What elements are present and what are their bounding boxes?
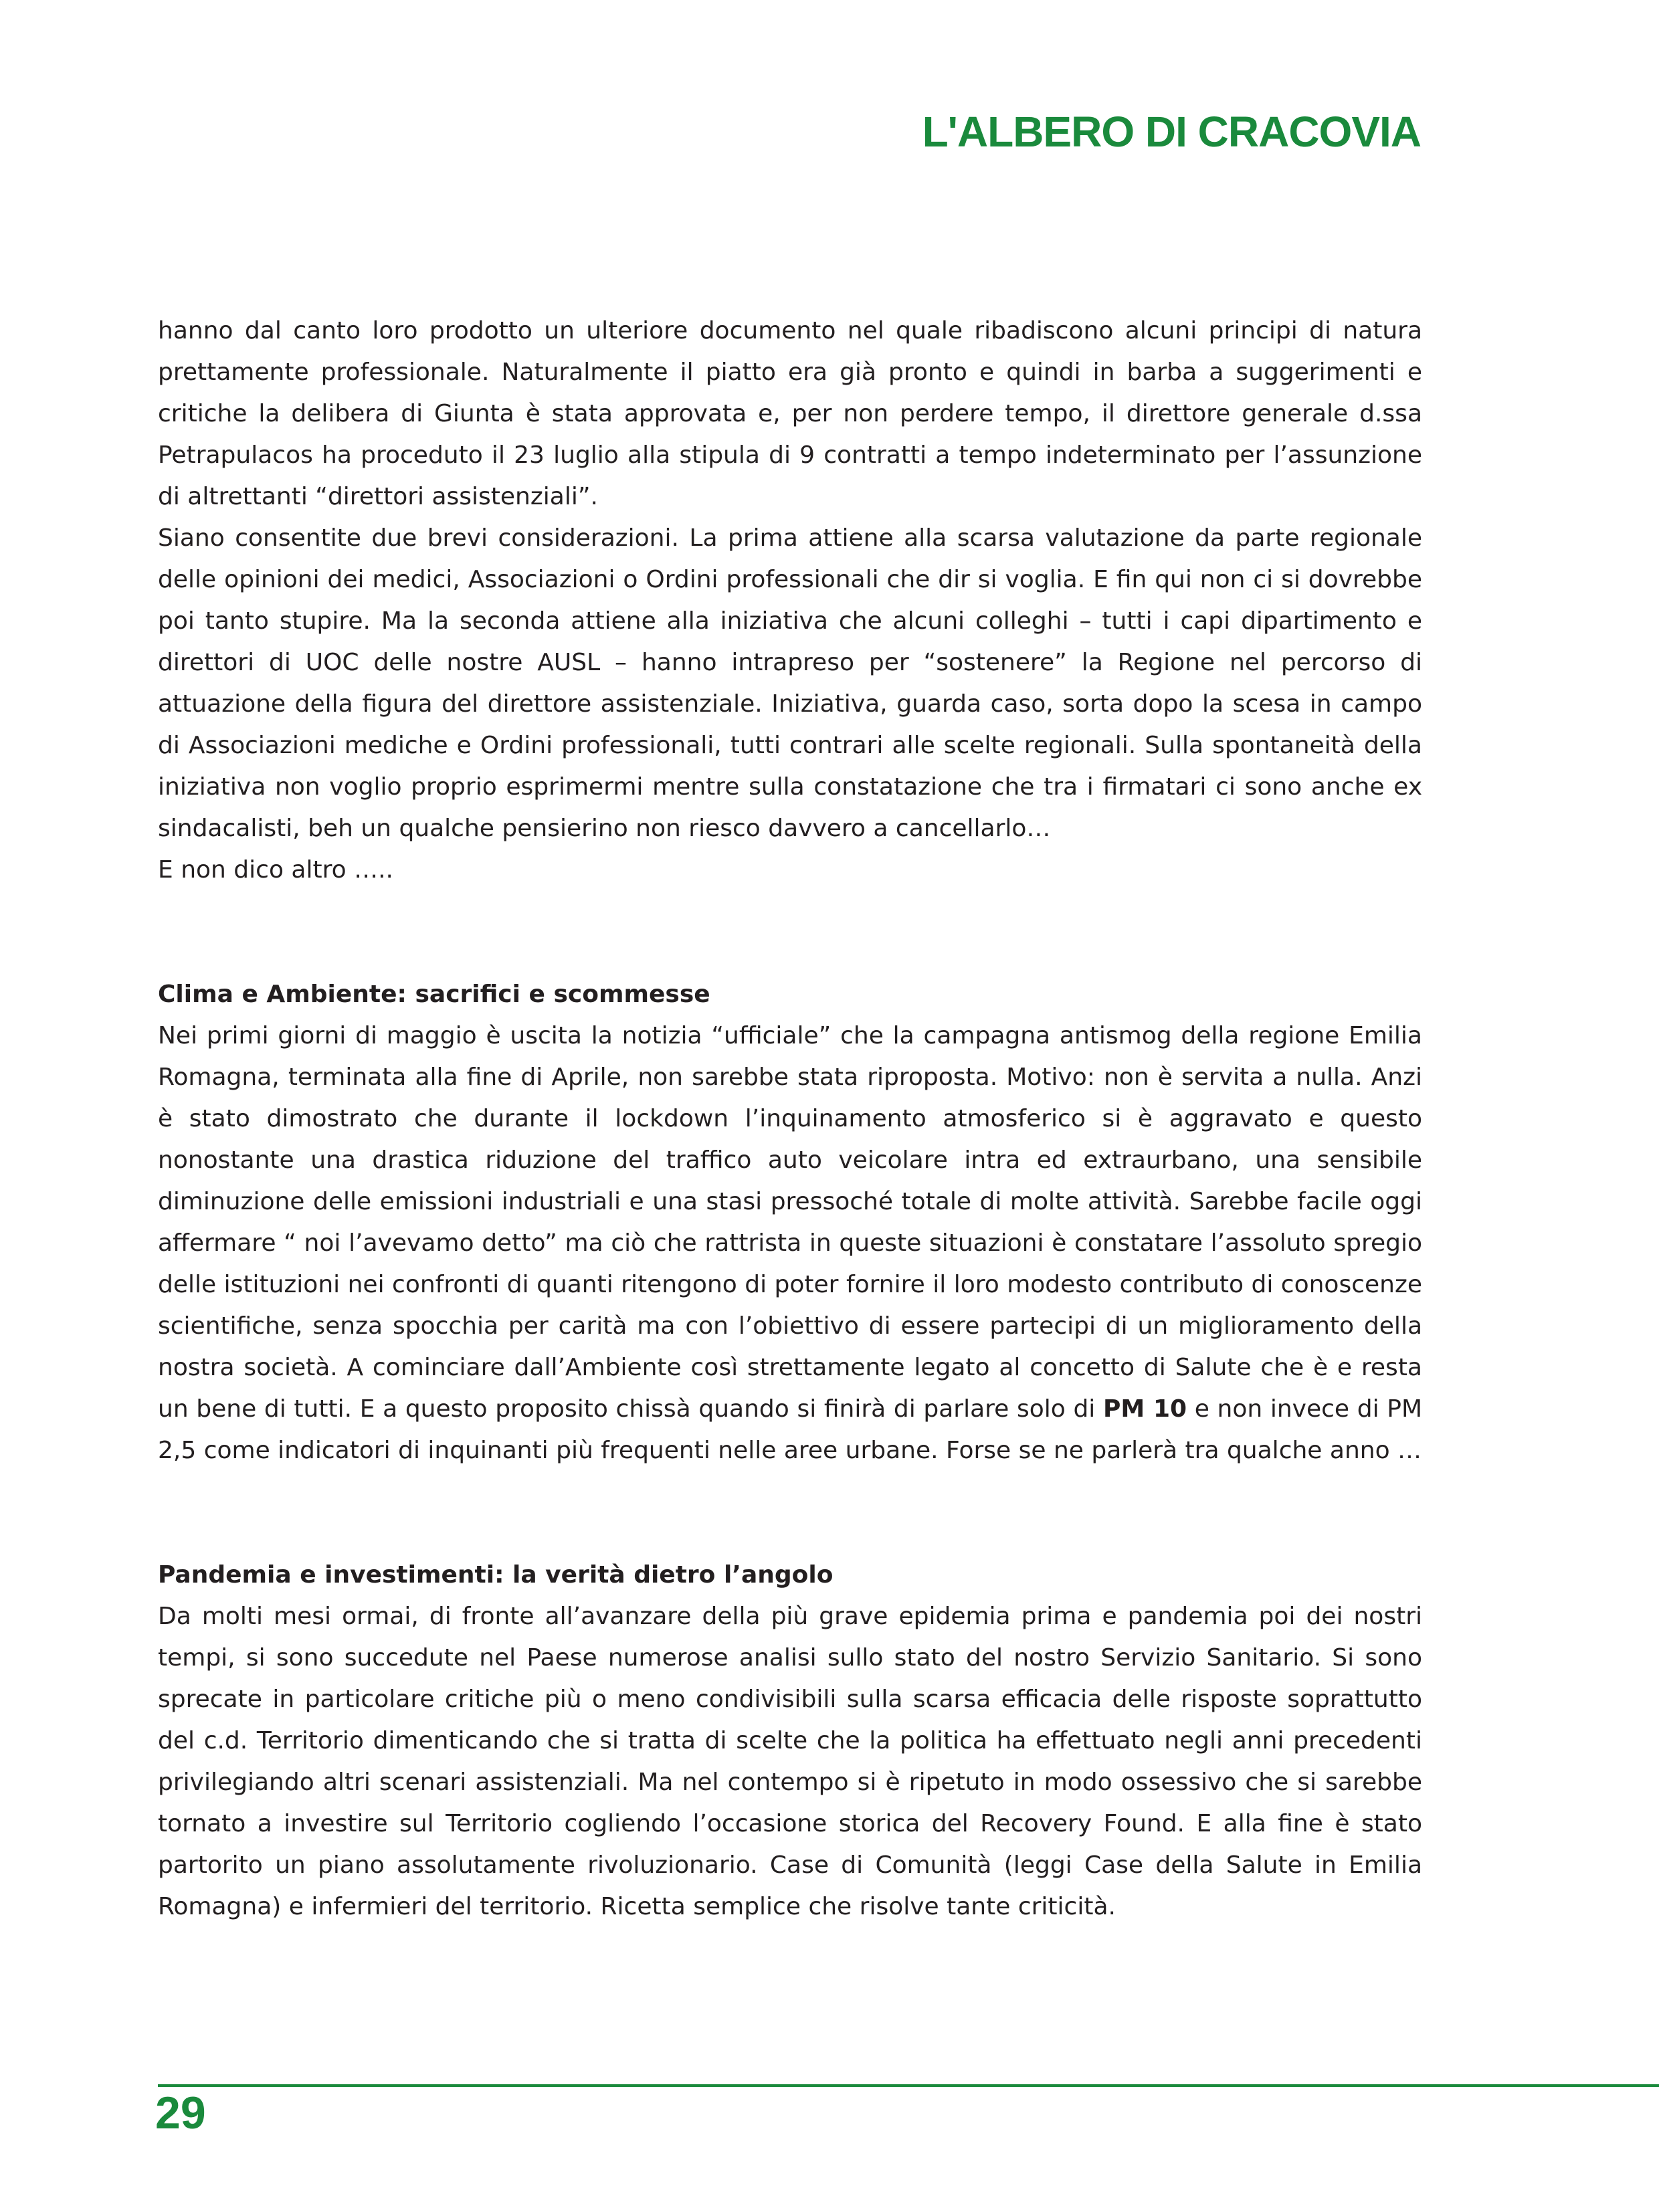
running-header-title: L'ALBERO DI CRACOVIA: [922, 108, 1421, 156]
page-number: 29: [155, 2088, 206, 2138]
article-body: [158, 310, 1422, 1928]
section-clima-paragraph: [158, 1015, 1422, 1472]
intro-paragraph-2: Siano consentite due brevi considerazioni. La prima attiene alla scarsa valutazione da parte regionale delle opinioni dei medici, Associazioni o Ordini professionali che dir si voglia. E fin qui non ci si dovrebbe poi tanto stupire. Ma la seconda attiene alla iniziativa che alcuni colleghi – tutti i capi dipartimento e direttori di UOC delle nostre AUSL – hanno intrapreso per “sostenere” la Regione nel percorso di attuazione della figura del direttore assistenziale. Iniziativa, guarda caso, sorta dopo la scesa in campo di Associazioni mediche e Ordini professionali, tutti contrari alle scelte regionali. Sulla spontaneità della iniziativa non voglio proprio esprimermi mentre sulla constatazione che tra i firmatari ci sono anche ex sindacalisti, beh un qualche pensierino non riesco davvero a cancellarlo…: [158, 524, 1422, 842]
section-clima-text-before: Nei primi giorni di maggio è uscita la notizia “ufficiale” che la campagna antismog della regione Emilia Romagna, terminata alla fine di Aprile, non sarebbe stata riproposta. Motivo: non è servita a nulla. Anzi è stato dimostrato che durante il lockdown l’inquinamento atmosferico si è aggravato e questo nonostante una drastica riduzione del traffico auto veicolare intra ed extraurbano, una sensibile diminuzione delle emissioni industriali e una stasi pressoché totale di molte attività. Sarebbe facile oggi affermare “ noi l’avevamo detto” ma ciò che rattrista in queste situazioni è constatare l’assoluto spregio delle istituzioni nei confronti di quanti ritengono di poter fornire il loro modesto contributo di conoscenze scientifiche, senza spocchia per carità ma con l’obiettivo di essere partecipi di un miglioramento della nostra società. A cominciare dall’Ambiente così strettamente legato al concetto di Salute che è e resta un bene di tutti. E a questo proposito chissà quando si finirà di parlare solo di: [158, 1022, 1422, 1423]
section-spacer: [158, 891, 1422, 974]
intro-paragraph-3: E non dico altro …..: [158, 856, 393, 884]
section-heading-pandemia: Pandemia e investimenti: la verità dietro l’angolo: [158, 1561, 834, 1589]
pm10-emphasis: PM 10: [1102, 1395, 1187, 1423]
section-heading-clima: Clima e Ambiente: sacrifici e scommesse: [158, 981, 710, 1008]
footer-rule: [158, 2084, 1659, 2087]
intro-paragraph-1: hanno dal canto loro prodotto un ulteriore documento nel quale ribadiscono alcuni principi di natura prettamente professionale. Naturalmente il piatto era già pronto e quindi in barba a suggerimenti e critiche la delibera di Giunta è stata approvata e, per non perdere tempo, il direttore generale d.ssa Petrapulacos ha proceduto il 23 luglio alla stipula di 9 contratti a tempo indeterminato per l’assunzione di altrettanti “direttori assistenziali”.: [158, 317, 1422, 510]
section-spacer: [158, 1472, 1422, 1554]
section-clima-text-after: e non invece di PM 2,5 come indicatori di inquinanti più frequenti nelle aree urbane. Forse se ne parlerà tra qualche anno …: [158, 1395, 1423, 1464]
section-pandemia-paragraph: Da molti mesi ormai, di fronte all’avanzare della più grave epidemia prima e pandemia poi dei nostri tempi, si sono succedute nel Paese numerose analisi sullo stato del nostro Servizio Sanitario. Si sono sprecate in particolare critiche più o meno condivisibili sulla scarsa efficacia delle risposte soprattutto del c.d. Territorio dimenticando che si tratta di scelte che la politica ha effettuato negli anni precedenti privilegiando altri scenari assistenziali. Ma nel contempo si è ripetuto in modo ossessivo che si sarebbe tornato a investire sul Territorio cogliendo l’occasione storica del Recovery Found. E alla fine è stato partorito un piano assolutamente rivoluzionario. Case di Comunità (leggi Case della Salute in Emilia Romagna) e infermieri del territorio. Ricetta semplice che risolve tante criticità.: [158, 1603, 1422, 1920]
